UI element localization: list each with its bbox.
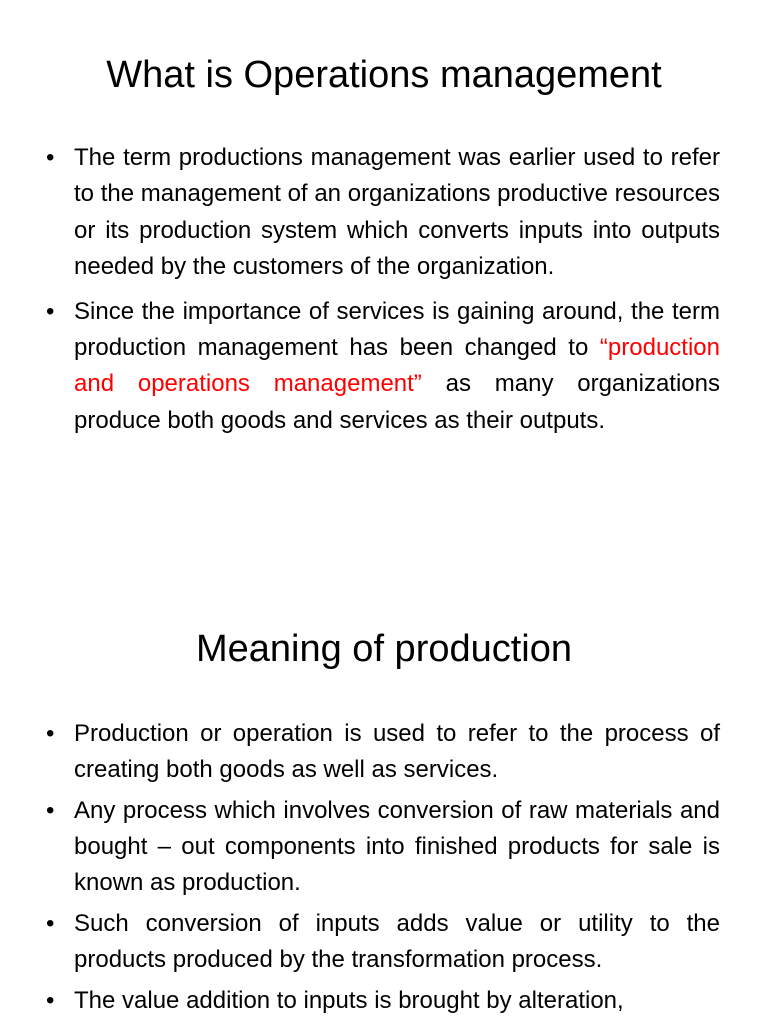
bullet-icon: • (46, 987, 55, 1014)
highlighted-term: “production and operations management” (74, 334, 720, 398)
bullet-list (44, 716, 720, 1019)
bullet-text: The term productions management was earlier used to refer to the management of an organizations productive resources or its production system which converts inputs into outputs needed by the customers of the organization. (74, 144, 720, 281)
bullet-item (44, 983, 720, 1019)
bullet-text: Such conversion of inputs adds value or utility to the products produced by the transformation process. (74, 910, 720, 973)
bullet-icon: • (46, 910, 55, 937)
bullet-item (44, 716, 720, 788)
bullet-text: as many organizations produce both goods and services as their outputs. (74, 370, 721, 434)
bullet-item (44, 906, 720, 978)
bullet-item (44, 140, 720, 286)
bullet-text: Since the importance of services is gaining around, the term production management has been changed to (74, 297, 720, 362)
slide-title: Meaning of production (195, 628, 573, 670)
bullet-list (44, 140, 720, 439)
bullet-text: The value addition to inputs is brought by alteration, (74, 987, 624, 1014)
bullet-item (44, 294, 720, 440)
slide-title: What is Operations management (106, 54, 662, 96)
bullet-icon: • (46, 797, 55, 824)
slide-meaning-of-production (0, 600, 768, 1024)
bullet-text: Any process which involves conversion of raw materials and bought – out components into finished products for sale is known as production. (74, 797, 720, 896)
bullet-icon: • (46, 144, 55, 171)
bullet-item (44, 793, 720, 901)
bullet-text: Production or operation is used to refer to the process of creating both goods as well as services. (74, 720, 720, 783)
bullet-icon: • (46, 720, 55, 747)
bullet-icon: • (46, 297, 55, 325)
